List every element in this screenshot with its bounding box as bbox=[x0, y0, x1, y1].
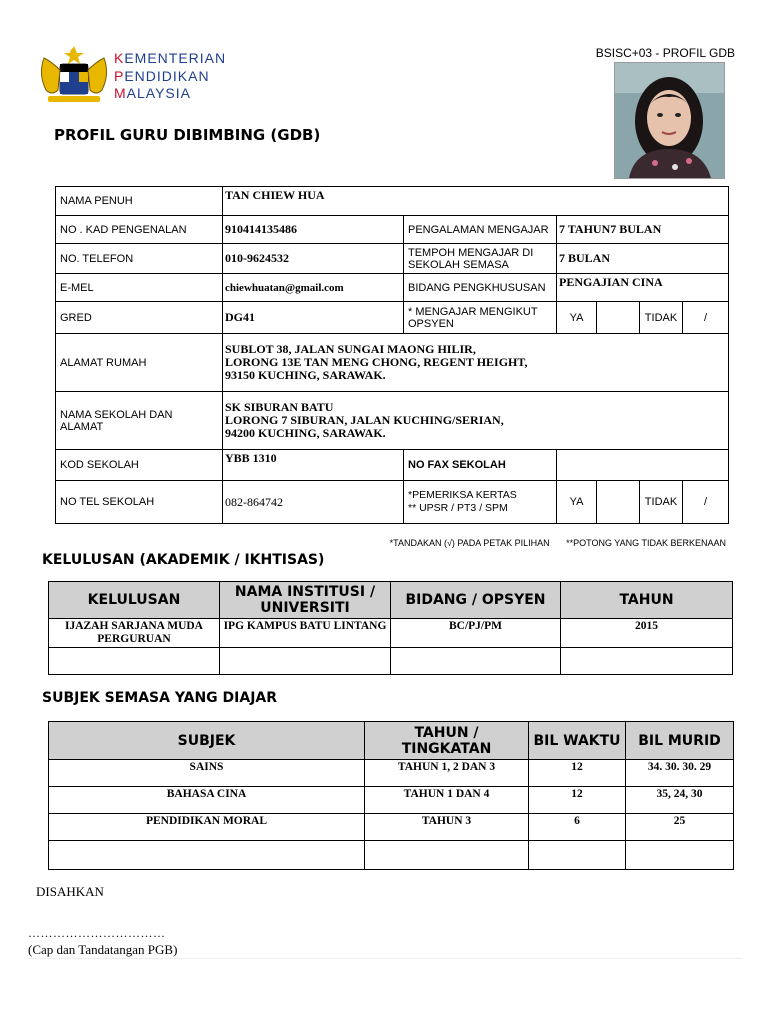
alamat-label: ALAMAT RUMAH bbox=[56, 334, 223, 392]
pengalaman-label: PENGALAMAN MENGAJAR bbox=[404, 216, 557, 244]
subj-col-bil-murid: BIL MURID bbox=[626, 722, 734, 760]
pengalaman-value: 7 TAHUN7 BULAN bbox=[557, 216, 729, 244]
nama-penuh-value: TAN CHIEW HUA bbox=[223, 187, 729, 216]
opsyen-label: * MENGAJAR MENGIKUT OPSYEN bbox=[404, 302, 557, 334]
pemeriksa-line: *PEMERIKSA KERTAS bbox=[408, 489, 517, 501]
ministry-line-1: KEMENTERIAN bbox=[114, 50, 227, 66]
emel-value: chiewhuatan@gmail.com bbox=[223, 274, 404, 302]
opsyen-tidak-box[interactable]: / bbox=[683, 302, 729, 334]
subj-col-tahun: TAHUN / TINGKATAN bbox=[365, 722, 529, 760]
note-tandakan: *TANDAKAN (√) PADA PETAK PILIHAN bbox=[389, 538, 550, 548]
kod-label: KOD SEKOLAH bbox=[56, 450, 223, 481]
subj-cell: TAHUN 3 bbox=[365, 814, 529, 841]
opsyen-tidak: TIDAK bbox=[640, 302, 683, 334]
opsyen-ya-box[interactable] bbox=[597, 302, 640, 334]
telefon-value: 010-9624532 bbox=[223, 244, 404, 274]
subj-cell[interactable] bbox=[365, 841, 529, 870]
table-row bbox=[49, 814, 734, 841]
subj-cell[interactable] bbox=[626, 841, 734, 870]
subj-cell: 6 bbox=[529, 814, 626, 841]
subjects-heading: SUBJEK SEMASA YANG DIAJAR bbox=[42, 690, 278, 706]
qual-cell: BC/PJ/PM bbox=[391, 619, 561, 648]
pemeriksa-ya: YA bbox=[557, 481, 597, 524]
form-notes bbox=[376, 538, 726, 548]
pemeriksa-ya-box[interactable] bbox=[597, 481, 640, 524]
qualifications-table bbox=[48, 581, 733, 675]
page-title: PROFIL GURU DIBIMBING (GDB) bbox=[54, 126, 321, 144]
bidang-value: PENGAJIAN CINA bbox=[557, 274, 729, 302]
pemeriksa-tidak-box[interactable]: / bbox=[683, 481, 729, 524]
pemeriksa-tidak: TIDAK bbox=[640, 481, 683, 524]
subj-cell: TAHUN 1 DAN 4 bbox=[365, 787, 529, 814]
tel-sekolah-label: NO TEL SEKOLAH bbox=[56, 481, 223, 524]
profile-table bbox=[55, 186, 729, 524]
sekolah-line: SK SIBURAN BATU bbox=[225, 400, 334, 414]
table-row bbox=[49, 648, 733, 675]
subj-cell: 12 bbox=[529, 787, 626, 814]
qual-col-kelulusan: KELULUSAN bbox=[49, 582, 220, 619]
subj-col-subjek: SUBJEK bbox=[49, 722, 365, 760]
alamat-line: 93150 KUCHING, SARAWAK. bbox=[225, 368, 386, 382]
subj-cell: BAHASA CINA bbox=[49, 787, 365, 814]
sekolah-line: 94200 KUCHING, SARAWAK. bbox=[225, 426, 386, 440]
qual-col-tahun: TAHUN bbox=[561, 582, 733, 619]
fax-value bbox=[557, 450, 729, 481]
ministry-line-3: MALAYSIA bbox=[114, 85, 191, 101]
qual-cell[interactable] bbox=[391, 648, 561, 675]
pemeriksa-label bbox=[404, 481, 557, 524]
tel-sekolah-value: 082-864742 bbox=[223, 481, 404, 524]
alamat-line: SUBLOT 38, JALAN SUNGAI MAONG HILIR, bbox=[225, 342, 476, 356]
qual-col-institusi: NAMA INSTITUSI / UNIVERSITI bbox=[220, 582, 391, 619]
ic-label: NO . KAD PENGENALAN bbox=[56, 216, 223, 244]
gred-value: DG41 bbox=[223, 302, 404, 334]
alamat-value bbox=[223, 334, 729, 392]
qual-cell: 2015 bbox=[561, 619, 733, 648]
subj-cell[interactable] bbox=[529, 841, 626, 870]
table-row bbox=[49, 619, 733, 648]
form-code: BSISC+03 - PROFIL GDB bbox=[595, 46, 735, 60]
tempoh-value: 7 BULAN bbox=[557, 244, 729, 274]
bidang-label: BIDANG PENGKHUSUSAN bbox=[404, 274, 557, 302]
qual-cell: IPG KAMPUS BATU LINTANG bbox=[220, 619, 391, 648]
nama-penuh-label: NAMA PENUH bbox=[56, 187, 223, 216]
kod-value: YBB 1310 bbox=[223, 450, 404, 481]
qual-cell[interactable] bbox=[561, 648, 733, 675]
gred-label: GRED bbox=[56, 302, 223, 334]
ministry-line-2: PENDIDIKAN bbox=[114, 67, 210, 84]
signature-line: …………………………… bbox=[28, 926, 166, 940]
subjects-table bbox=[48, 721, 734, 870]
telefon-label: NO. TELEFON bbox=[56, 244, 223, 274]
table-row bbox=[49, 841, 734, 870]
subj-cell: 34. 30. 30. 29 bbox=[626, 760, 734, 787]
qual-cell[interactable] bbox=[220, 648, 391, 675]
ministry-wordmark bbox=[114, 50, 226, 103]
subj-cell: 12 bbox=[529, 760, 626, 787]
coat-of-arms-icon bbox=[34, 44, 114, 106]
page-divider bbox=[28, 958, 742, 959]
subj-cell: 35, 24, 30 bbox=[626, 787, 734, 814]
opsyen-ya: YA bbox=[557, 302, 597, 334]
fax-label: NO FAX SEKOLAH bbox=[404, 450, 557, 481]
table-row bbox=[49, 787, 734, 814]
table-row bbox=[49, 760, 734, 787]
teacher-photo bbox=[614, 62, 725, 179]
subj-col-bil-waktu: BIL WAKTU bbox=[529, 722, 626, 760]
disahkan-label: DISAHKAN bbox=[36, 884, 104, 899]
qual-cell: IJAZAH SARJANA MUDA PERGURUAN bbox=[49, 619, 220, 648]
stamp-signature-label: (Cap dan Tandatangan PGB) bbox=[28, 942, 178, 957]
emel-label: E-MEL bbox=[56, 274, 223, 302]
subj-cell: PENDIDIKAN MORAL bbox=[49, 814, 365, 841]
sekolah-line: LORONG 7 SIBURAN, JALAN KUCHING/SERIAN, bbox=[225, 413, 504, 427]
tempoh-label: TEMPOH MENGAJAR DI SEKOLAH SEMASA bbox=[404, 244, 557, 274]
subj-cell[interactable] bbox=[49, 841, 365, 870]
qual-col-bidang: BIDANG / OPSYEN bbox=[391, 582, 561, 619]
note-potong: **POTONG YANG TIDAK BERKENAAN bbox=[566, 538, 726, 548]
subj-cell: SAINS bbox=[49, 760, 365, 787]
subj-cell: 25 bbox=[626, 814, 734, 841]
pemeriksa-line: ** UPSR / PT3 / SPM bbox=[408, 502, 508, 514]
sekolah-label: NAMA SEKOLAH DAN ALAMAT bbox=[56, 392, 223, 450]
ic-value: 910414135486 bbox=[223, 216, 404, 244]
sekolah-value bbox=[223, 392, 729, 450]
qualifications-heading: KELULUSAN (AKADEMIK / IKHTISAS) bbox=[42, 552, 325, 568]
qual-cell[interactable] bbox=[49, 648, 220, 675]
subj-cell: TAHUN 1, 2 DAN 3 bbox=[365, 760, 529, 787]
alamat-line: LORONG 13E TAN MENG CHONG, REGENT HEIGHT, bbox=[225, 355, 528, 369]
